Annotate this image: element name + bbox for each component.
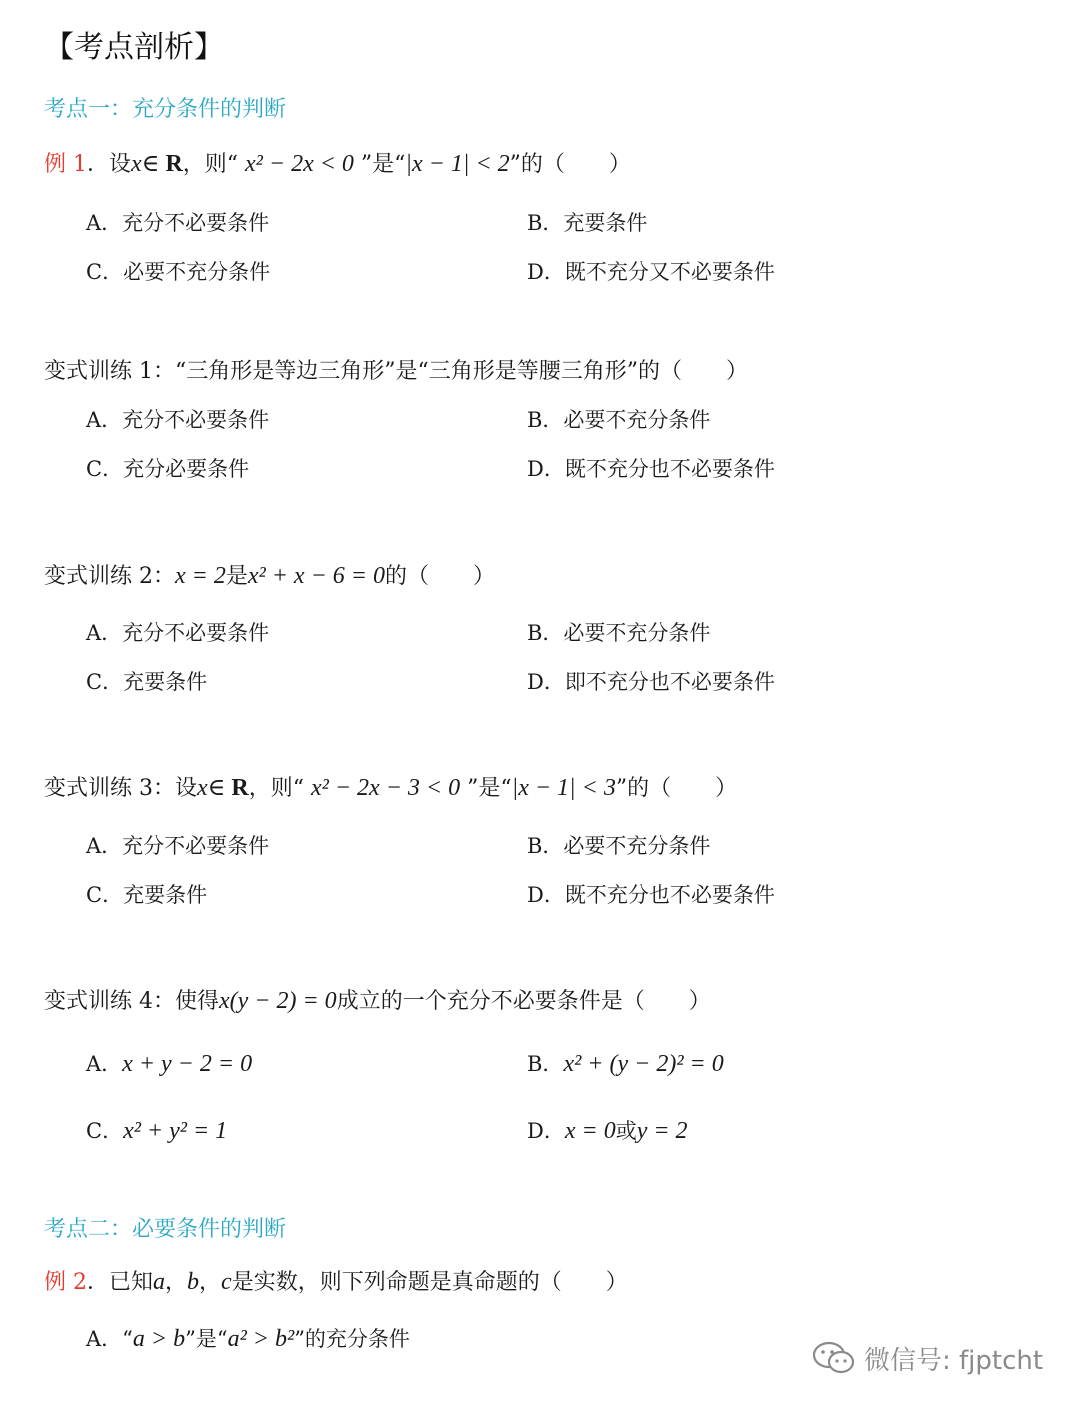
variant-2-option-c[interactable]: C．充要条件: [86, 670, 208, 694]
variant-2-question: 变式训练 2：x = 2是x² + x − 6 = 0的（ ）: [44, 563, 495, 589]
section-title-1: 考点一：充分条件的判断: [44, 97, 287, 122]
example-1-label: 例 1: [44, 152, 87, 177]
variant-1-option-a[interactable]: A．充分不必要条件: [86, 408, 270, 432]
variant-4-expr: x(y − 2) = 0: [219, 988, 337, 1014]
variant-1-option-d[interactable]: D．既不充分也不必要条件: [527, 457, 775, 481]
example-2-option-a[interactable]: A．“a > b”是“a² > b²”的充分条件: [86, 1326, 410, 1352]
example-1-option-a[interactable]: A．充分不必要条件: [86, 211, 270, 235]
example-1-option-d[interactable]: D．既不充分又不必要条件: [527, 260, 775, 284]
variant-2-option-a[interactable]: A．充分不必要条件: [86, 621, 270, 645]
example-1-expr2: |x − 1| < 2: [405, 151, 510, 177]
example-1-option-b[interactable]: B．充要条件: [527, 211, 648, 235]
variant-4-option-c[interactable]: C．x² + y² = 1: [86, 1118, 228, 1144]
variant-1-option-b[interactable]: B．必要不充分条件: [527, 408, 711, 432]
variant-3-question: 变式训练 3：设x∈ R，则“ x² − 2x − 3 < 0 ”是“|x − 1| < 3”的（ ）: [44, 775, 738, 801]
variant-4-option-b[interactable]: B．x² + (y − 2)² = 0: [527, 1051, 724, 1077]
example-1-expr1: x² − 2x < 0: [245, 151, 354, 177]
example-1-option-c[interactable]: C．必要不充分条件: [86, 260, 271, 284]
example-2-question: 例 2．已知a，b，c是实数，则下列命题是真命题的（ ）: [44, 1269, 628, 1295]
variant-2-expr1: x = 2: [175, 563, 226, 589]
variant-4-option-d[interactable]: D．x = 0或y = 2: [527, 1118, 688, 1144]
variant-3-option-d[interactable]: D．既不充分也不必要条件: [527, 883, 775, 907]
variant-4-option-a[interactable]: A．x + y − 2 = 0: [86, 1051, 253, 1077]
variant-2-option-b[interactable]: B．必要不充分条件: [527, 621, 711, 645]
wechat-watermark: 微信号: fjptcht: [812, 1340, 1043, 1382]
page-heading: 【考点剖析】: [44, 30, 224, 65]
example-1-question: 例 1．设x∈ R，则“ x² − 2x < 0 ”是“|x − 1| < 2”的（ ）: [44, 151, 631, 177]
variant-3-expr1: x² − 2x − 3 < 0: [311, 775, 461, 801]
section-title-2: 考点二：必要条件的判断: [44, 1217, 287, 1242]
variant-3-option-c[interactable]: C．充要条件: [86, 883, 208, 907]
variant-2-option-d[interactable]: D．即不充分也不必要条件: [527, 670, 775, 694]
variant-1-question: 变式训练 1：“三角形是等边三角形”是“三角形是等腰三角形”的（ ）: [44, 359, 748, 384]
variant-3-expr2: |x − 1| < 3: [511, 775, 616, 801]
variant-1-option-c[interactable]: C．充分必要条件: [86, 457, 250, 481]
example-2-label: 例 2: [44, 1270, 87, 1295]
wechat-icon: [812, 1341, 856, 1382]
variant-3-option-b[interactable]: B．必要不充分条件: [527, 834, 711, 858]
variant-4-question: 变式训练 4：使得x(y − 2) = 0成立的一个充分不必要条件是（ ）: [44, 988, 711, 1014]
variant-2-expr2: x² + x − 6 = 0: [247, 563, 385, 589]
variant-3-option-a[interactable]: A．充分不必要条件: [86, 834, 270, 858]
